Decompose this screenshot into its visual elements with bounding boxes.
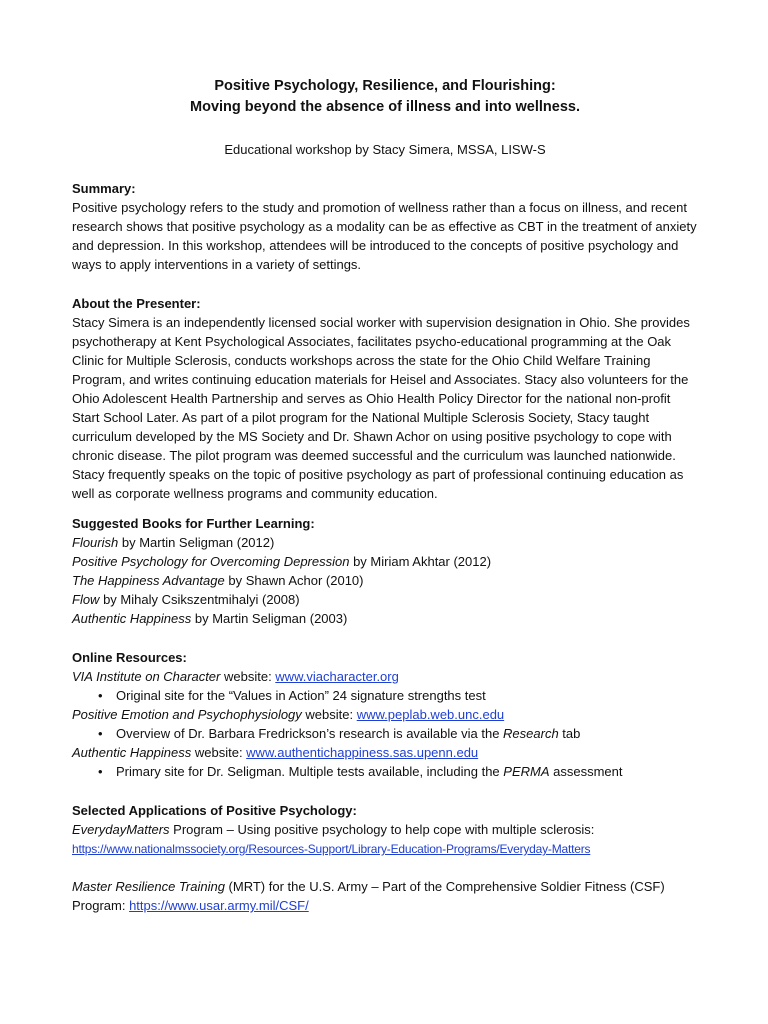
book-item (72, 571, 698, 590)
summary-text: Positive psychology refers to the study and promotion of wellness rather than a focus on illness, and recent research shows that positive psychology as a modality can be as effective as CBT in the treatment of anxiety and depression. In this workshop, attendees will be introduced to the concepts of positive psychology and ways to apply interventions in a variety of settings. (72, 200, 697, 272)
resource-name: Authentic Happiness (72, 745, 192, 760)
via-bullets (72, 686, 698, 705)
book-title: The Happiness Advantage (72, 573, 225, 588)
authentic-link[interactable]: www.authentichappiness.sas.upenn.edu (246, 745, 479, 760)
book-title: Flourish (72, 535, 119, 550)
applications-heading: Selected Applications of Positive Psychology: (72, 803, 357, 818)
book-author: by Mihaly Csikszentmihalyi (2008) (99, 592, 300, 607)
presenter-text: Stacy Simera is an independently licensed social worker with supervision designation in Ohio. She provides psychotherapy at Kent Psychological Associates, facilitates psycho-educational programming at the Oak Clinic for Multiple Sclerosis, conducts workshops across the state for the Ohio Child Welfare Training Program, and writes continuing education materials for Heisel and Associates. Stacy also volunteers for the Ohio Adolescent Health Partnership and serves as Ohio Health Policy Director for the national non-profit Start School Later. As part of a pilot program for the National Multiple Sclerosis Society, Stacy taught curriculum developed by the MS Society and Dr. Shawn Achor on using positive psychology to cope with chronic disease. The pilot program was deemed successful and the curriculum was launched nationwide. Stacy frequently speaks on the topic of positive psychology as part of professional continuing education as well as corporate wellness programs and community education. (72, 315, 690, 501)
program-name: Master Resilience Training (72, 879, 225, 894)
book-item (72, 552, 698, 571)
presenter-heading: About the Presenter: (72, 296, 201, 311)
via-link[interactable]: www.viacharacter.org (275, 669, 399, 684)
resource-via: VIA Institute on Character website: www.viacharacter.org (72, 669, 399, 684)
book-author: by Martin Seligman (2012) (118, 535, 275, 550)
peplab-link[interactable]: www.peplab.web.unc.edu (356, 707, 505, 722)
authentic-bullet: • Primary site for Dr. Seligman. Multiple tests available, including the PERMA assessment (116, 762, 698, 781)
applications-section (72, 801, 698, 915)
resources-heading: Online Resources: (72, 650, 187, 665)
summary-heading: Summary: (72, 181, 136, 196)
books-heading: Suggested Books for Further Learning: (72, 516, 315, 531)
title-line-2: Moving beyond the absence of illness and into wellness. (190, 99, 580, 115)
book-author: by Miriam Akhtar (2012) (349, 554, 492, 569)
book-title: Flow (72, 592, 100, 607)
book-title: Positive Psychology for Overcoming Depression (72, 554, 350, 569)
authentic-bullets (72, 762, 698, 781)
summary-section (72, 179, 698, 274)
everyday-matters-url-line (72, 839, 698, 859)
everyday-matters-link[interactable]: https://www.nationalmssociety.org/Resources-Support/Library-Education-Programs/Everyday-Matters (72, 842, 591, 856)
peplab-bullets (72, 724, 698, 743)
csf-link[interactable]: https://www.usar.army.mil/CSF/ (129, 898, 309, 913)
title-line-1: Positive Psychology, Resilience, and Flourishing: (214, 78, 556, 94)
books-section (72, 514, 698, 628)
resource-authentic: Authentic Happiness website: www.authentichappiness.sas.upenn.edu (72, 745, 479, 760)
book-item (72, 609, 698, 628)
presenter-section (72, 294, 698, 503)
book-item (72, 533, 698, 552)
book-item (72, 590, 698, 609)
peplab-bullet: • Overview of Dr. Barbara Fredrickson’s research is available via the Research tab (116, 724, 698, 743)
byline: Educational workshop by Stacy Simera, MSSA, LISW-S (224, 142, 546, 157)
program-name: EverydayMatters (72, 822, 170, 837)
book-author: by Shawn Achor (2010) (224, 573, 364, 588)
everyday-matters-line: EverydayMatters Program – Using positive psychology to help cope with multiple sclerosis: (72, 822, 595, 837)
book-title: Authentic Happiness (72, 611, 192, 626)
resources-section (72, 648, 698, 781)
resource-peplab: Positive Emotion and Psychophysiology website: www.peplab.web.unc.edu (72, 707, 505, 722)
via-bullet: • Original site for the “Values in Action” 24 signature strengths test (116, 686, 698, 705)
resource-name: VIA Institute on Character (72, 669, 221, 684)
resource-name: Positive Emotion and Psychophysiology (72, 707, 302, 722)
document-title (72, 76, 698, 118)
mrt-paragraph: Master Resilience Training (MRT) for the U.S. Army – Part of the Comprehensive Soldier Fitness (CSF) Program: https://www.usar.army.mil/CSF/ (72, 879, 665, 913)
book-author: by Martin Seligman (2003) (191, 611, 348, 626)
